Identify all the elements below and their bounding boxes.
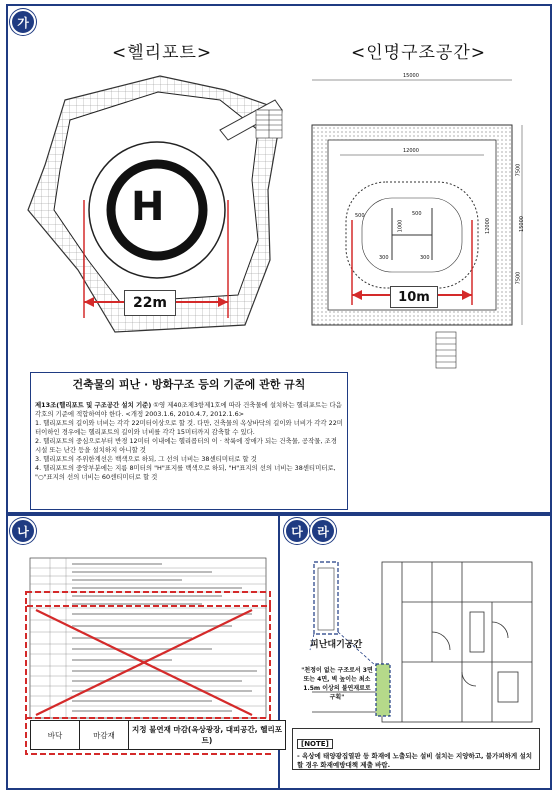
small-dim-bottom2: 300 xyxy=(420,255,430,261)
rules-item: 1. 헬리포트의 길이와 너비는 각각 22미터이상으로 할 것. 다만, 건축물의 옥상바닥의 길이와 너비가 각각 22미터이하인 경우에는 헬리포트의 길이와 너비를 각각 15미터까지 감축할 수 있다. xyxy=(35,419,343,436)
rules-box xyxy=(30,372,348,510)
refuge-callout: "천정이 없는 구조로서 3면 또는 4면, 벽 높이는 최소 1.5m 이상의 불연재료로 구획" xyxy=(301,667,373,701)
panel-da-badge: 다 xyxy=(284,518,310,544)
na-cell-floor: 바닥 xyxy=(31,721,80,750)
dim-right-label: 15000 xyxy=(518,216,525,232)
na-cell-finish: 마감재 xyxy=(80,721,129,750)
dim-right-bottom-label: 7500 xyxy=(515,271,522,285)
dim-outer-label: 15000 xyxy=(403,73,419,79)
rules-article-intro: ①영 제40조제3항제1호에 따라 건축물에 설치하는 헬리포트는 다음 각호의 기준에 적합하여야 한다. <개정 2003.1.6, 2010.4.7, 2012.1.6> xyxy=(35,401,342,418)
refuge-space-label: 피난대기공간 xyxy=(310,640,363,650)
na-material-table xyxy=(30,720,286,750)
small-dim-mid1: 1000 xyxy=(397,219,404,233)
note-title: [NOTE] xyxy=(297,739,333,749)
heliport-measure-label: 22m xyxy=(124,290,176,316)
panel-ga-badge: 가 xyxy=(10,9,36,35)
note-text: - 옥상에 태양광집열판 등 화재에 노출되는 설비 설치는 지양하고, 불가피하게 설치할 경우 화재예방대책 제출 바람. xyxy=(297,752,533,769)
dim-inner-label: 12000 xyxy=(403,148,419,154)
rules-item: 2. 헬리포트의 중심으로부터 반경 12미터 이내에는 헬리콥터의 이 · 착륙에 장애가 되는 건축물, 공작물, 조경시설 또는 난간 등을 설치하지 아니할 것 xyxy=(35,437,337,454)
panel-ra-badge: 라 xyxy=(310,518,336,544)
rules-item: 4. 헬리포트의 중앙부분에는 지름 8미터의 "H"표지를 백색으로 하되, "H"표지의 선의 너비는 38센티미터로, "○"표지의 선의 너비는 60센티미터로 할 것 xyxy=(35,464,336,481)
rules-article xyxy=(35,401,343,419)
rescue-stairs xyxy=(436,332,456,368)
dim-inner-right-label: 12000 xyxy=(484,218,491,234)
rescue-space-label: <인명구조공간> xyxy=(351,43,487,63)
heliport-h-symbol: H xyxy=(131,184,165,230)
refuge-space-inner xyxy=(318,568,334,630)
na-cell-spec: 지정 불연재 마감(옥상광장, 대피공간, 헬리포트) xyxy=(129,721,286,750)
small-dim-bottom1: 300 xyxy=(379,255,389,261)
dim-right-top-label: 7500 xyxy=(515,163,522,177)
rules-article-head: 제13조(헬리포트 및 구조공간 설치 기준) xyxy=(35,401,152,409)
small-dim-mid2: 500 xyxy=(412,211,422,217)
rescue-space-drawing xyxy=(300,70,540,380)
note-box xyxy=(292,728,540,770)
rules-title: 건축물의 피난 · 방화구조 등의 기준에 관한 규칙 xyxy=(72,378,306,391)
small-dim-left: 500 xyxy=(355,213,365,219)
panel-na-badge: 나 xyxy=(10,518,36,544)
refuge-space-green xyxy=(376,664,390,716)
rescue-measure-label: 10m xyxy=(390,286,438,308)
heliport-label: <헬리포트> xyxy=(112,43,213,63)
rules-item: 3. 헬리포트의 주위한계선은 백색으로 하되, 그 선의 너비는 38센티미터로 할 것 xyxy=(35,455,257,463)
floorplan-drawing xyxy=(282,542,548,732)
heliport-stairs xyxy=(256,110,282,138)
heliport-arrow-left xyxy=(84,297,94,307)
